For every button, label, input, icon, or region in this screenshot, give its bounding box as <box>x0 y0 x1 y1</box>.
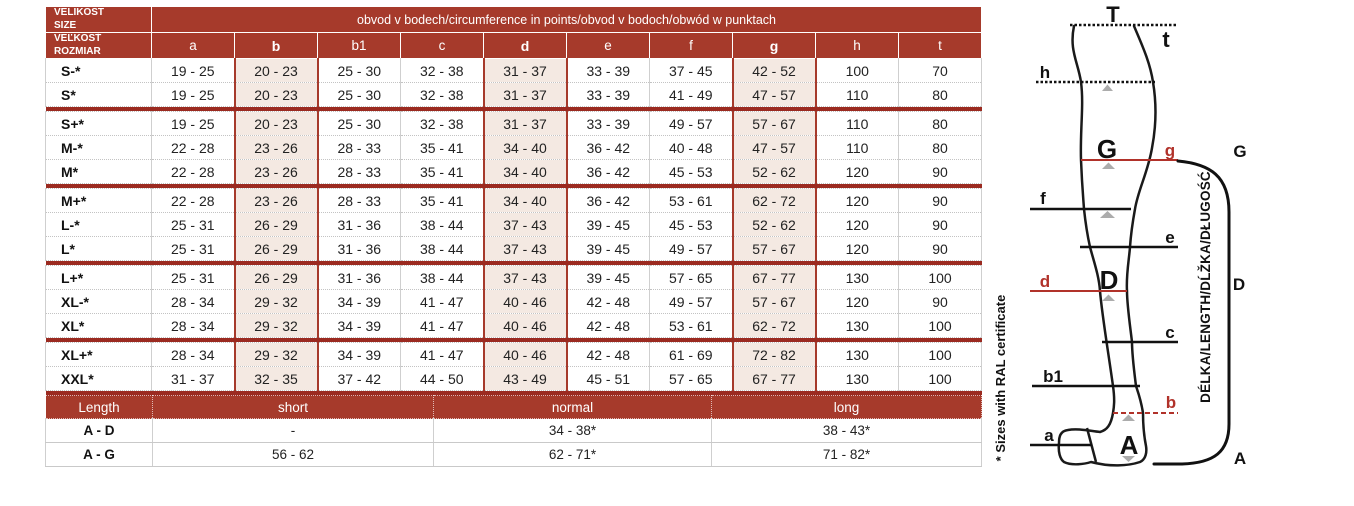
cell-S*-a: 19 - 25 <box>152 83 235 107</box>
size-table-title: obvod v bodech/circumference in points/obvod v bodoch/obwód w punktach <box>152 7 982 33</box>
cell-M-*-e: 36 - 42 <box>567 136 650 160</box>
size-row-XL+* <box>46 343 982 367</box>
cell-M+*-b1: 28 - 33 <box>318 189 401 213</box>
cell-XL*-b: 29 - 32 <box>235 314 318 338</box>
cell-L+*-e: 39 - 45 <box>567 266 650 290</box>
length-cell-2: 71 - 82* <box>712 443 982 467</box>
cell-XL*-b1: 34 - 39 <box>318 314 401 338</box>
cell-M*-c: 35 - 41 <box>401 160 484 184</box>
length-table <box>45 395 982 467</box>
cell-L*-b1: 31 - 36 <box>318 237 401 261</box>
label-c: c <box>1165 323 1175 342</box>
cell-XL+*-e: 42 - 48 <box>567 343 650 367</box>
cell-L-*-d: 37 - 43 <box>484 213 567 237</box>
cell-S-*-b1: 25 - 30 <box>318 59 401 83</box>
column-header-b1: b1 <box>318 33 401 59</box>
cell-L-*-t: 90 <box>899 213 982 237</box>
leg-measurement-diagram <box>1030 0 1354 506</box>
size-row-M+* <box>46 189 982 213</box>
cell-S+*-c: 32 - 38 <box>401 112 484 136</box>
cell-L*-e: 39 - 45 <box>567 237 650 261</box>
cell-M*-b1: 28 - 33 <box>318 160 401 184</box>
cell-M+*-f: 53 - 61 <box>650 189 733 213</box>
length-cell-0: 56 - 62 <box>153 443 434 467</box>
column-letters-row <box>46 33 982 59</box>
size-row-S+* <box>46 112 982 136</box>
cell-S*-c: 32 - 38 <box>401 83 484 107</box>
cell-L+*-c: 38 - 44 <box>401 266 484 290</box>
cell-S-*-b: 20 - 23 <box>235 59 318 83</box>
length-cell-0: - <box>153 419 434 443</box>
size-row-M* <box>46 160 982 184</box>
cell-M-*-b1: 28 - 33 <box>318 136 401 160</box>
size-table-title-row <box>46 7 982 33</box>
cell-M+*-h: 120 <box>816 189 899 213</box>
marker-triangle-b <box>1122 415 1135 422</box>
size-row-M-* <box>46 136 982 160</box>
cell-XL-*-e: 42 - 48 <box>567 290 650 314</box>
length-header-Length: Length <box>46 396 153 419</box>
cell-S-*-f: 37 - 45 <box>650 59 733 83</box>
size-row-L-* <box>46 213 982 237</box>
label-G-big: G <box>1096 134 1118 164</box>
cell-S+*-g: 57 - 67 <box>733 112 816 136</box>
cell-S*-d: 31 - 37 <box>484 83 567 107</box>
cell-XL+*-b: 29 - 32 <box>235 343 318 367</box>
cell-L*-t: 90 <box>899 237 982 261</box>
size-label: S+* <box>46 112 152 136</box>
cell-L*-c: 38 - 44 <box>401 237 484 261</box>
cell-L-*-c: 38 - 44 <box>401 213 484 237</box>
size-row-L* <box>46 237 982 261</box>
cell-S*-g: 47 - 57 <box>733 83 816 107</box>
cell-L-*-e: 39 - 45 <box>567 213 650 237</box>
cell-M*-t: 90 <box>899 160 982 184</box>
cell-M-*-h: 110 <box>816 136 899 160</box>
cell-XL+*-b1: 34 - 39 <box>318 343 401 367</box>
cell-XL*-f: 53 - 61 <box>650 314 733 338</box>
cell-XL-*-g: 57 - 67 <box>733 290 816 314</box>
length-cell-1: 34 - 38* <box>434 419 712 443</box>
corner-top-line1: VELIKOST <box>54 7 105 18</box>
leg-outline <box>1059 26 1156 465</box>
cell-M+*-b: 23 - 26 <box>235 189 318 213</box>
size-label: M+* <box>46 189 152 213</box>
size-label: L+* <box>46 266 152 290</box>
cell-S+*-h: 110 <box>816 112 899 136</box>
cell-S-*-t: 70 <box>899 59 982 83</box>
cell-S-*-h: 100 <box>816 59 899 83</box>
length-header-long: long <box>712 396 982 419</box>
cell-M+*-g: 62 - 72 <box>733 189 816 213</box>
label-b1: b1 <box>1043 367 1063 386</box>
size-row-XL* <box>46 314 982 338</box>
cell-M-*-d: 34 - 40 <box>484 136 567 160</box>
cell-L+*-d: 37 - 43 <box>484 266 567 290</box>
cell-L-*-b1: 31 - 36 <box>318 213 401 237</box>
cell-XL+*-d: 40 - 46 <box>484 343 567 367</box>
cell-XL+*-c: 41 - 47 <box>401 343 484 367</box>
cell-M*-h: 120 <box>816 160 899 184</box>
size-label: L-* <box>46 213 152 237</box>
size-label: M* <box>46 160 152 184</box>
cell-XL*-g: 62 - 72 <box>733 314 816 338</box>
cell-XL+*-h: 130 <box>816 343 899 367</box>
length-cell-1: 62 - 71* <box>434 443 712 467</box>
label-A-right: A <box>1233 449 1247 468</box>
marker-triangle-d <box>1102 295 1115 302</box>
cell-XL*-c: 41 - 47 <box>401 314 484 338</box>
label-g: g <box>1164 141 1176 160</box>
cell-S+*-d: 31 - 37 <box>484 112 567 136</box>
cell-S+*-t: 80 <box>899 112 982 136</box>
cell-L+*-b1: 31 - 36 <box>318 266 401 290</box>
cell-S*-t: 80 <box>899 83 982 107</box>
label-h: h <box>1039 63 1051 82</box>
cell-S+*-b1: 25 - 30 <box>318 112 401 136</box>
cell-XXL*-h: 130 <box>816 367 899 391</box>
cell-M*-g: 52 - 62 <box>733 160 816 184</box>
cell-L-*-g: 52 - 62 <box>733 213 816 237</box>
cell-XL-*-t: 90 <box>899 290 982 314</box>
corner-cell-top <box>46 7 152 33</box>
size-row-L+* <box>46 266 982 290</box>
cell-XXL*-b1: 37 - 42 <box>318 367 401 391</box>
cell-M*-b: 23 - 26 <box>235 160 318 184</box>
cell-L-*-a: 25 - 31 <box>152 213 235 237</box>
size-label: S-* <box>46 59 152 83</box>
column-header-d: d <box>484 33 567 59</box>
cell-L-*-b: 26 - 29 <box>235 213 318 237</box>
label-t: t <box>1162 27 1170 52</box>
size-row-S* <box>46 83 982 107</box>
column-header-a: a <box>152 33 235 59</box>
cell-M-*-a: 22 - 28 <box>152 136 235 160</box>
cell-XXL*-g: 67 - 77 <box>733 367 816 391</box>
label-G-right: G <box>1233 142 1247 161</box>
cell-L-*-f: 45 - 53 <box>650 213 733 237</box>
length-row-label: A - G <box>46 443 153 467</box>
column-header-b: b <box>235 33 318 59</box>
cell-L*-g: 57 - 67 <box>733 237 816 261</box>
cell-M+*-c: 35 - 41 <box>401 189 484 213</box>
cell-XL-*-f: 49 - 57 <box>650 290 733 314</box>
cell-S-*-g: 42 - 52 <box>733 59 816 83</box>
cell-M*-a: 22 - 28 <box>152 160 235 184</box>
cell-S*-b: 20 - 23 <box>235 83 318 107</box>
cell-M+*-t: 90 <box>899 189 982 213</box>
column-header-e: e <box>567 33 650 59</box>
cell-S+*-b: 20 - 23 <box>235 112 318 136</box>
ral-certificate-footnote: * Sizes with RAL certificate <box>993 294 1008 462</box>
cell-M*-e: 36 - 42 <box>567 160 650 184</box>
size-label: XL* <box>46 314 152 338</box>
column-header-c: c <box>401 33 484 59</box>
cell-XL*-e: 42 - 48 <box>567 314 650 338</box>
label-d: d <box>1039 272 1051 291</box>
cell-M-*-b: 23 - 26 <box>235 136 318 160</box>
cell-XL-*-a: 28 - 34 <box>152 290 235 314</box>
cell-M-*-f: 40 - 48 <box>650 136 733 160</box>
cell-M-*-t: 80 <box>899 136 982 160</box>
cell-XL-*-h: 120 <box>816 290 899 314</box>
length-header-short: short <box>153 396 434 419</box>
length-header-normal: normal <box>434 396 712 419</box>
size-table <box>45 6 982 396</box>
cell-M+*-a: 22 - 28 <box>152 189 235 213</box>
cell-XL+*-g: 72 - 82 <box>733 343 816 367</box>
length-axis-label: DÉLKA/LENGTH/DĹŽKA/DŁUGOŚĆ <box>1198 171 1213 403</box>
column-header-h: h <box>816 33 899 59</box>
cell-L+*-g: 67 - 77 <box>733 266 816 290</box>
cell-XXL*-e: 45 - 51 <box>567 367 650 391</box>
cell-XL+*-f: 61 - 69 <box>650 343 733 367</box>
cell-XL*-h: 130 <box>816 314 899 338</box>
size-label: S* <box>46 83 152 107</box>
cell-L+*-a: 25 - 31 <box>152 266 235 290</box>
length-bracket <box>1154 161 1229 464</box>
cell-S*-b1: 25 - 30 <box>318 83 401 107</box>
cell-L+*-h: 130 <box>816 266 899 290</box>
size-label: L* <box>46 237 152 261</box>
size-row-XXL* <box>46 367 982 391</box>
label-A-big: A <box>1119 430 1139 460</box>
cell-S+*-e: 33 - 39 <box>567 112 650 136</box>
cell-S-*-c: 32 - 38 <box>401 59 484 83</box>
cell-XL+*-a: 28 - 34 <box>152 343 235 367</box>
column-header-t: t <box>899 33 982 59</box>
corner-top-line2: SIZE <box>54 19 77 31</box>
cell-L*-f: 49 - 57 <box>650 237 733 261</box>
cell-L*-h: 120 <box>816 237 899 261</box>
label-f: f <box>1040 189 1046 208</box>
cell-XL*-d: 40 - 46 <box>484 314 567 338</box>
size-row-XL-* <box>46 290 982 314</box>
label-e: e <box>1165 228 1175 247</box>
cell-M-*-g: 47 - 57 <box>733 136 816 160</box>
cell-S-*-e: 33 - 39 <box>567 59 650 83</box>
label-T: T <box>1106 2 1120 27</box>
length-cell-2: 38 - 43* <box>712 419 982 443</box>
length-row-A-G <box>46 443 982 467</box>
cell-XL-*-d: 40 - 46 <box>484 290 567 314</box>
cell-XL-*-b: 29 - 32 <box>235 290 318 314</box>
corner-bottom-line2: ROZMIAR <box>54 45 101 57</box>
corner-bottom-line1: VEĽKOSŤ <box>54 33 102 44</box>
length-row-A-D <box>46 419 982 443</box>
cell-L+*-b: 26 - 29 <box>235 266 318 290</box>
cell-M*-f: 45 - 53 <box>650 160 733 184</box>
cell-M*-d: 34 - 40 <box>484 160 567 184</box>
cell-M+*-d: 34 - 40 <box>484 189 567 213</box>
cell-XXL*-d: 43 - 49 <box>484 367 567 391</box>
label-b: b <box>1165 393 1177 412</box>
cell-XL+*-t: 100 <box>899 343 982 367</box>
length-header-row <box>46 396 982 419</box>
cell-S-*-d: 31 - 37 <box>484 59 567 83</box>
cell-XL*-a: 28 - 34 <box>152 314 235 338</box>
cell-L*-b: 26 - 29 <box>235 237 318 261</box>
cell-XXL*-f: 57 - 65 <box>650 367 733 391</box>
cell-L*-a: 25 - 31 <box>152 237 235 261</box>
corner-cell-bottom <box>46 33 152 59</box>
cell-XXL*-b: 32 - 35 <box>235 367 318 391</box>
label-a: a <box>1044 426 1054 445</box>
column-header-f: f <box>650 33 733 59</box>
cell-M+*-e: 36 - 42 <box>567 189 650 213</box>
cell-S-*-a: 19 - 25 <box>152 59 235 83</box>
cell-S*-e: 33 - 39 <box>567 83 650 107</box>
cell-XL-*-b1: 34 - 39 <box>318 290 401 314</box>
cell-L+*-t: 100 <box>899 266 982 290</box>
size-label: XL-* <box>46 290 152 314</box>
length-row-label: A - D <box>46 419 153 443</box>
cell-XL-*-c: 41 - 47 <box>401 290 484 314</box>
cell-L-*-h: 120 <box>816 213 899 237</box>
cell-XXL*-c: 44 - 50 <box>401 367 484 391</box>
size-label: XL+* <box>46 343 152 367</box>
label-D-right: D <box>1232 275 1246 294</box>
cell-XXL*-a: 31 - 37 <box>152 367 235 391</box>
marker-triangle-f <box>1100 211 1115 218</box>
size-label: XXL* <box>46 367 152 391</box>
size-row-S-* <box>46 59 982 83</box>
cell-XL*-t: 100 <box>899 314 982 338</box>
leg-diagram-svg <box>1030 0 1354 506</box>
cell-L*-d: 37 - 43 <box>484 237 567 261</box>
column-header-g: g <box>733 33 816 59</box>
cell-M-*-c: 35 - 41 <box>401 136 484 160</box>
cell-S*-f: 41 - 49 <box>650 83 733 107</box>
cell-L+*-f: 57 - 65 <box>650 266 733 290</box>
cell-S*-h: 110 <box>816 83 899 107</box>
size-label: M-* <box>46 136 152 160</box>
label-D-big: D <box>1099 265 1119 295</box>
cell-S+*-f: 49 - 57 <box>650 112 733 136</box>
cell-XXL*-t: 100 <box>899 367 982 391</box>
marker-triangle-h <box>1102 85 1113 92</box>
cell-S+*-a: 19 - 25 <box>152 112 235 136</box>
